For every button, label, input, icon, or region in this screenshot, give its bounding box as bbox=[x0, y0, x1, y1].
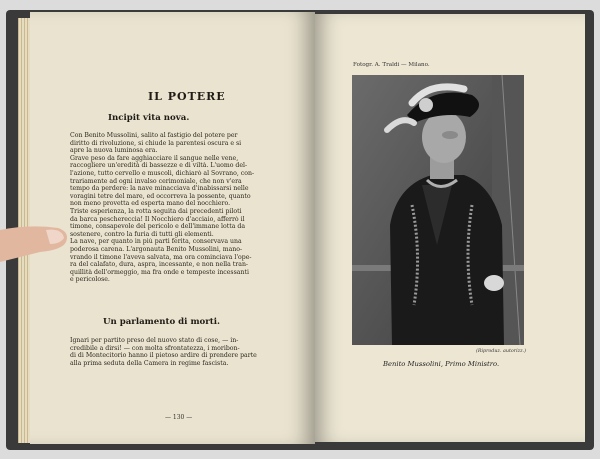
section-body-incipit bbox=[70, 132, 284, 284]
portrait-photo bbox=[352, 75, 524, 345]
text-line: l'azione, tutto cervello e muscoli, dichiarò al Sovrano, con- bbox=[70, 169, 255, 177]
text-line: raccogliere un'eredità di bassezze e di viltà. L'uomo del- bbox=[70, 162, 248, 170]
text-line: Grave peso da fare agghiacciare il sangue nelle vene, bbox=[70, 154, 239, 162]
text-line: ra del calafato, dura, aspra, incessante, e non nella tran- bbox=[70, 261, 249, 269]
chapter-title: IL POTERE bbox=[148, 90, 226, 103]
text-line: timone, consapevole del pericolo e dell'immane lotta da bbox=[70, 223, 246, 231]
text-line: alla prima seduta della Camera in regime fascista. bbox=[70, 359, 229, 367]
text-line: e pericolose. bbox=[70, 276, 110, 284]
section-body-parlamento bbox=[70, 337, 284, 367]
text-line: sostenere, contro la furia di tutti gli elementi. bbox=[70, 230, 214, 238]
section-title-parlamento: Un parlamento di morti. bbox=[103, 317, 221, 327]
text-line: Con Benito Mussolini, salito al fastigio del potere per bbox=[70, 132, 238, 139]
text-line: poderosa carena. L'argonauta Benito Mussolini, mano- bbox=[70, 245, 243, 253]
photo-credit: Fotogr. A. Traldi — Milano. bbox=[353, 62, 430, 68]
text-line: di di Montecitorio hanno il pietoso ardire di prendere parte bbox=[70, 352, 257, 360]
photo-caption: Benito Mussolini, Primo Ministro. bbox=[383, 360, 500, 368]
text-line: voragini tetre del mare, ed occorreva la possente, quanto bbox=[70, 192, 251, 200]
text-line: Ignari per partito preso del nuovo stato di cose, — in- bbox=[70, 337, 239, 344]
page-number: — 130 — bbox=[165, 414, 193, 421]
text-line: credibile a dirsi! — con molta sfrontatezza, i moribon- bbox=[70, 344, 240, 352]
text-line: da barca peschereccia! Il Nocchiero d'acciaio, afferrò il bbox=[70, 215, 245, 223]
text-line: La nave, per quanto in più parti ferita, conservava una bbox=[70, 238, 242, 246]
text-line: non meno provetta ed esperta mano del nocchiero. bbox=[70, 200, 231, 208]
text-line: trariamente ad ogni invalso cerimoniale, che non v'era bbox=[70, 177, 242, 185]
text-line: tempo da perdere: la nave minacciava d'inabissarsi nelle bbox=[70, 185, 249, 193]
text-line: vrando il timone l'aveva salvata, ma ora cominciava l'ope- bbox=[70, 253, 252, 261]
reproduction-note: (Riproduz. autorizz.) bbox=[476, 349, 527, 354]
text-line: apre la nuova luminosa era. bbox=[70, 147, 158, 155]
text-line: diritto di rivoluzione, si chiude la parentesi oscura e si bbox=[70, 139, 242, 147]
portrait-drawing bbox=[352, 75, 524, 345]
finger bbox=[0, 222, 70, 272]
text-line: Triste esperienza, la rotta seguita dai precedenti piloti bbox=[70, 207, 242, 215]
section-title-incipit: Incipit vita nova. bbox=[108, 113, 190, 123]
text-line: quillità dell'ormeggio, ma fra onde e tempeste incessanti bbox=[70, 268, 249, 276]
